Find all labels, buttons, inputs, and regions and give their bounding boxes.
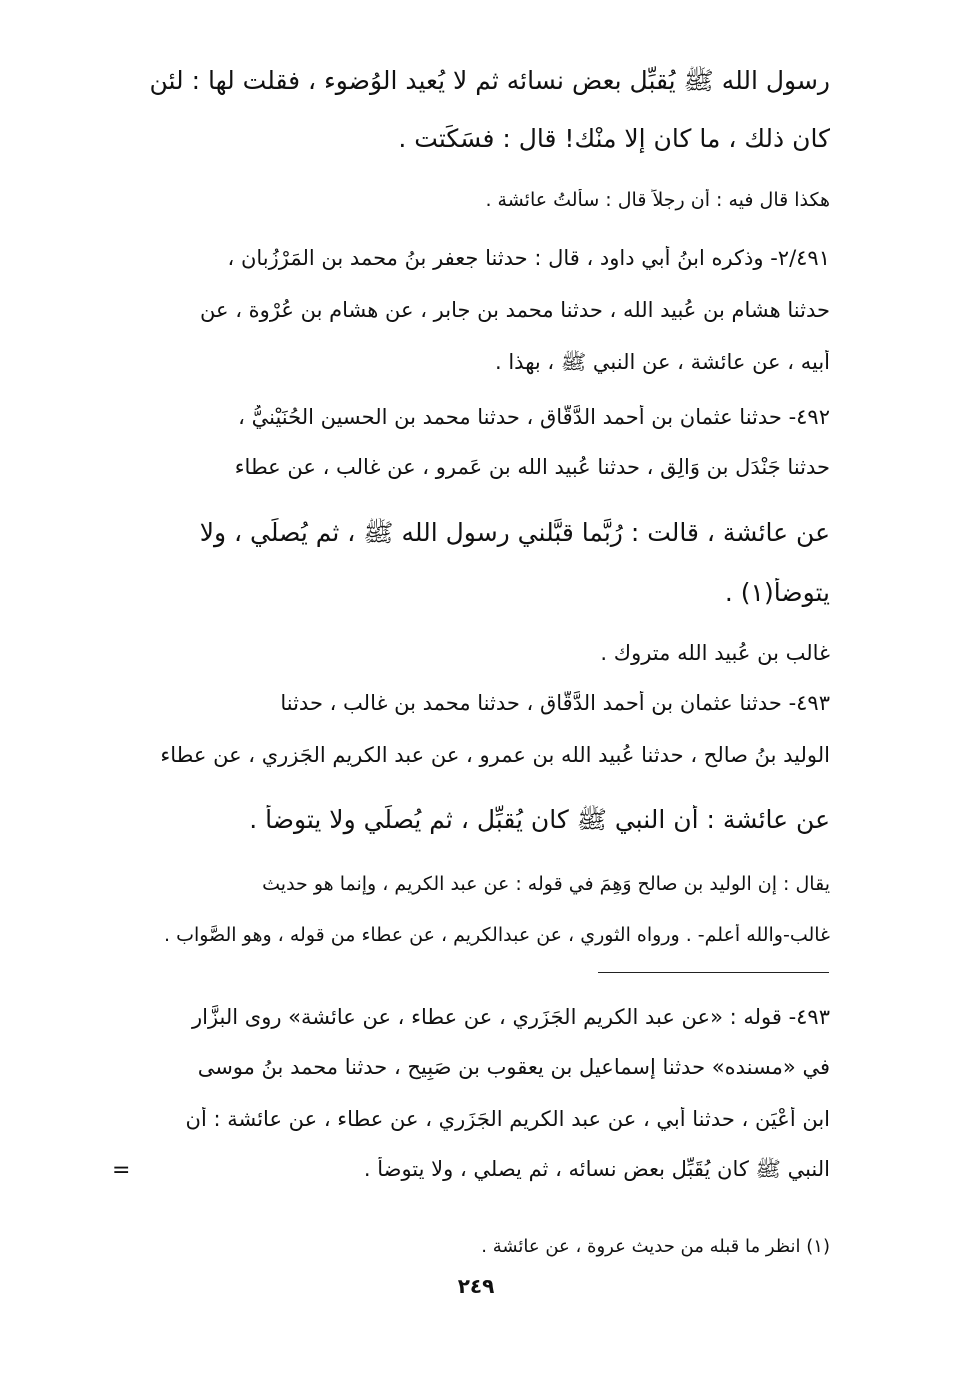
body-line: حدثنا جَنْدَل بن وَالِق ، حدثنا عُبيد الله بن عَمرو ، عن غالب ، عن عطاء [234,455,830,479]
body-line: غالب بن عُبيد الله متروك . [600,641,830,665]
body-line: رسول الله ﷺ يُقبِّل بعض نسائه ثم لا يُعيد الوُضوء ، فقلت لها : لئن [149,66,830,95]
body-line: ٢/٤٩١- وذكره ابنُ أبي داود ، قال : حدثنا جعفر بنُ محمد بن المَرْزُبان ، [227,246,830,270]
body-line: ٤٩٢- حدثنا عثمان بن أحمد الدَّقَّاق ، حدثنا محمد بن الحسين الحُنَيْنيُّ ، [238,405,830,429]
body-line: حدثنا هشام بن عُبيد الله ، حدثنا محمد بن جابر ، عن هشام بن عُرْوة ، عن [200,298,830,322]
body-line: الوليد بنُ صالح ، حدثنا عُبيد الله بن عمرو ، عن عبد الكريم الجَزري ، عن عطاء [160,743,830,767]
body-line: كان ذلك ، ما كان إلا منْك! قال : فسَكَتت . [398,124,830,153]
note-separator [598,972,829,973]
body-line: ٤٩٣- حدثنا عثمان بن أحمد الدَّقَّاق ، حدثنا محمد بن غالب ، حدثنا [280,691,830,715]
body-line: هكذا قال فيه : أن رجلاً قال : سألتُ عائشة . [485,189,830,211]
body-line: أبيه ، عن عائشة ، عن النبي ﷺ ، بهذا . [495,350,830,374]
body-line: يتوضأ(١) . [724,578,830,607]
page-number: ٢٤٩ [457,1274,495,1298]
note-line: ٤٩٣- قوله : «عن عبد الكريم الجَزَري ، عن عطاء ، عن عائشة» روى البزَّار [191,1005,830,1029]
body-line: يقال : إن الوليد بن صالح وَهِمَ في قوله : عن عبد الكريم ، وإنما هو حديث [262,873,830,895]
body-line: عن عائشة : أن النبي ﷺ كان يُقبِّل ، ثم يُصلِّي ولا يتوضأُ . [249,805,830,834]
note-line: ابن أعْيَن ، حدثنا أبي ، عن عبد الكريم الجَزَري ، عن عطاء ، عن عائشة : أن [185,1107,830,1131]
footnote: (١) انظر ما قبله من حديث عروة ، عن عائشة . [481,1236,830,1257]
note-line: النبي ﷺ كان يُقَبِّل بعض نسائه ، ثم يصلي ، ولا يتوضأ . [363,1157,830,1181]
body-line: غالب-والله أعلم- . ورواه الثوري ، عن عبدالكريم ، عن عطاء من قوله ، وهو الصَّواب . [163,924,830,946]
continuation-mark: = [112,1158,131,1183]
body-line: عن عائشة ، قالت : رُبَّما قبَّلني رسول الله ﷺ ، ثم يُصلِّي ، ولا [199,518,830,547]
note-line: في «مسنده» حدثنا إسماعيل بن يعقوب بن صَبِيح ، حدثنا محمد بنُ موسى [197,1055,830,1079]
